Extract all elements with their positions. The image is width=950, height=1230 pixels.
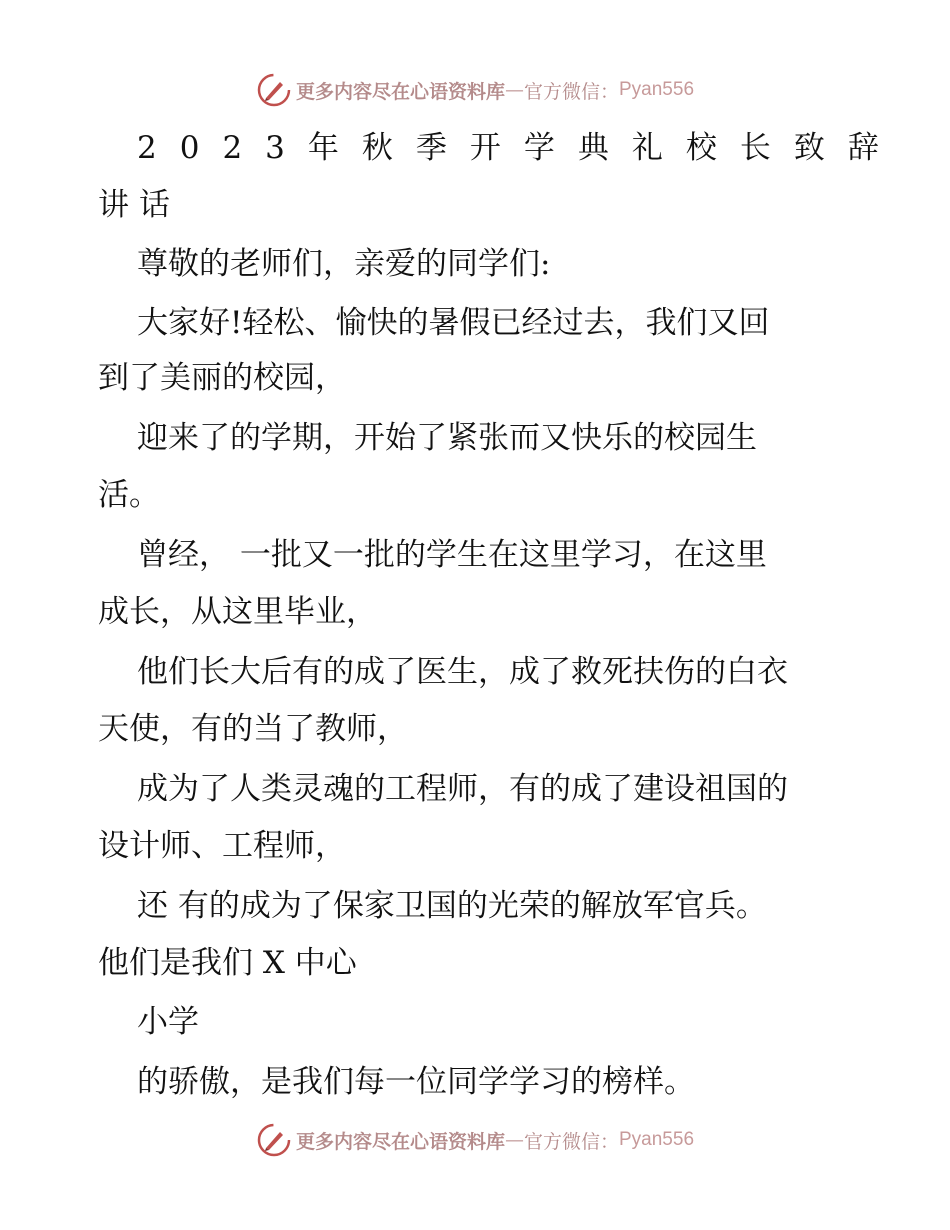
paragraph-line: 曾经， 一批又一批的学生在这里学习，在这里 [137,537,767,573]
paragraph-line: 他们长大后有的成了医生，成了救死扶伤的白衣 [137,654,788,690]
paragraph-line: 成为了人类灵魂的工程师，有的成了建设祖国的 [137,771,788,807]
paragraph-line: 的骄傲，是我们每一位同学学习的榜样。 [137,1064,695,1100]
watermark-separator: — [504,79,524,101]
paragraph-line: 活。 [98,477,160,513]
paragraph-line: 到了美丽的校园， [98,360,346,396]
paragraph-line: 他们是我们 X 中心 [98,945,357,981]
watermark-prefix: 官方微信： [523,1130,619,1153]
paragraph-line: 迎来了的学期，开始了紧张而又快乐的校园生 [137,420,757,456]
footer-watermark [0,1118,950,1162]
paragraph-line: 设计师、工程师， [98,828,346,864]
watermark-separator: — [504,1129,524,1151]
watermark-brand: 更多内容尽在心语资料库 [295,1130,505,1153]
paragraph-line: 成长，从这里毕业， [98,594,377,630]
paragraph-line: 尊敬的老师们，亲爱的同学们: [137,246,551,282]
title-line-1: 2023年秋季开学典礼校长致辞 [137,130,902,166]
watermark-account: Pyan556 [619,1129,695,1150]
paragraph-line: 天使，有的当了教师， [98,711,408,747]
paragraph-line: 大家好!轻松、愉快的暑假已经过去，我们又回 [137,305,770,341]
watermark-brand: 更多内容尽在心语资料库 [295,80,505,103]
quill-logo-icon [256,1122,292,1158]
title-line-2: 讲话 [98,187,180,223]
paragraph-line: 还 有的成为了保家卫国的光荣的解放军官兵。 [137,888,767,924]
paragraph-line: 小学 [137,1004,199,1040]
watermark-prefix: 官方微信： [523,80,619,103]
watermark-account: Pyan556 [619,79,695,100]
